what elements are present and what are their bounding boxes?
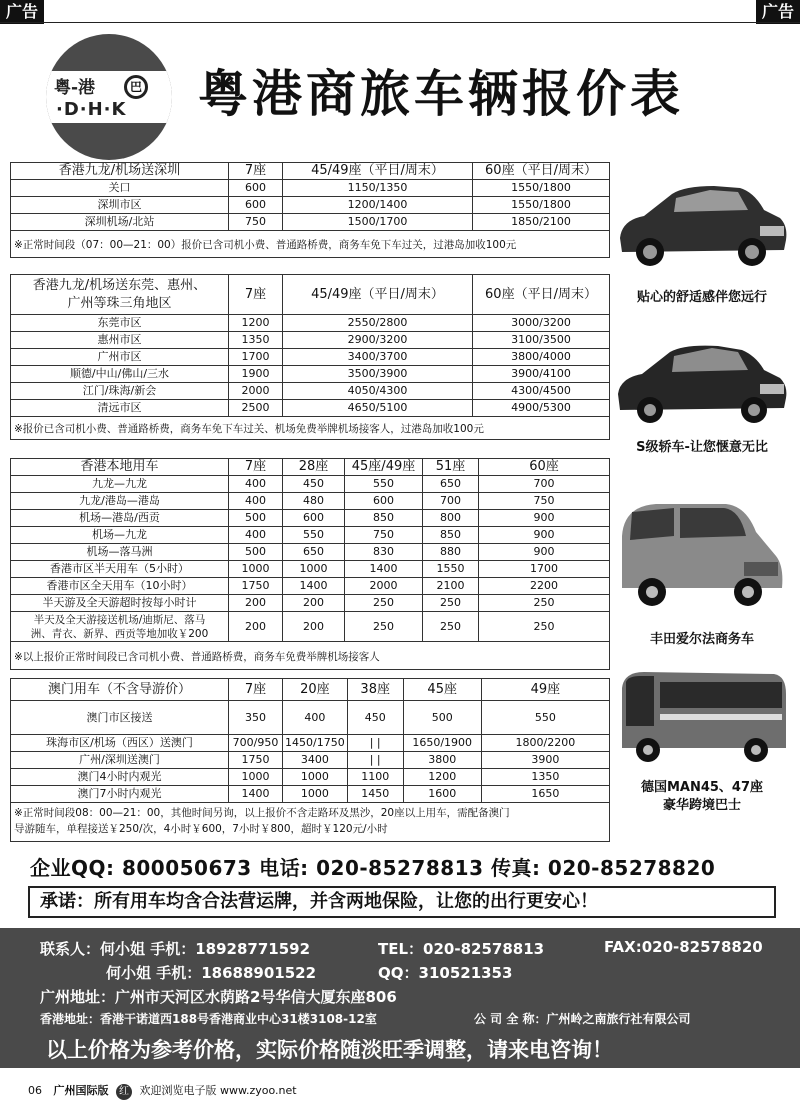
footer-hk-address: 香港地址：香港干诺道西188号香港商业中心31楼3108-12室 [40, 1012, 377, 1026]
t4-header-49: 49座 [481, 679, 609, 701]
cell: 900 [479, 544, 610, 561]
cell: 200 [283, 612, 345, 642]
t3-note: ※以上报价正常时间段已含司机小费、普通路桥费，商务车免费举牌机场接客人 [14, 651, 380, 663]
cell: 1400 [345, 561, 423, 578]
page-number: 06 [28, 1084, 42, 1097]
cell: 1100 [347, 769, 403, 786]
cell: 650 [283, 544, 345, 561]
publication-name: 广州国际版 [53, 1084, 109, 1097]
cell: 400 [283, 701, 348, 735]
top-divider [0, 22, 800, 23]
cell: 东莞市区 [11, 315, 229, 332]
dhk-logo [46, 34, 172, 160]
cell: 1500/1700 [283, 214, 473, 231]
cell: 900 [479, 527, 610, 544]
t4-note-2: 导游随车，单程接送￥250/次，4小时￥600，7小时￥800，超时￥120元/小时 [14, 823, 388, 835]
cell: 珠海市区/机场（西区）送澳门 [11, 735, 229, 752]
cell: 480 [283, 493, 345, 510]
cell: 830 [345, 544, 423, 561]
cell: 250 [479, 595, 610, 612]
t3-frame [10, 458, 610, 670]
t3-header-7: 7座 [229, 459, 283, 476]
car4-caption-2: 豪华跨境巴士 [662, 798, 741, 813]
cell: 江门/珠海/新会 [11, 383, 229, 400]
logo-symbol: 巴 [124, 75, 148, 99]
t4-header-route: 澳门用车（不含导游价） [11, 679, 229, 701]
cell: 1000 [229, 561, 283, 578]
cell: 600 [229, 180, 283, 197]
t2-frame [10, 274, 610, 440]
cell: 1600 [403, 786, 481, 803]
t1-header-60: 60座（平日/周末） [473, 163, 610, 180]
footer-contact-1: 联系人：何小姐 手机：18928771592 [40, 940, 311, 958]
t4-header-45: 45座 [403, 679, 481, 701]
cell: 1800/2200 [481, 735, 609, 752]
t1-header-route: 香港九龙/机场送深圳 [11, 163, 229, 180]
cell: 1200 [229, 315, 283, 332]
cell: 2000 [345, 578, 423, 595]
cell: 1550/1800 [473, 180, 610, 197]
logo-cn-text: 粤-港 [54, 78, 96, 98]
toyota-alphard-image [616, 496, 786, 614]
car1-caption: 贴心的舒适感伴您远行 [636, 290, 767, 305]
footer-fax: FAX:020-82578820 [604, 938, 763, 956]
footer-gz-address: 广州地址：广州市天河区水荫路2号华信大厦东座806 [40, 988, 397, 1006]
t4-header-20: 20座 [283, 679, 348, 701]
cell: 250 [423, 612, 479, 642]
cell: 650 [423, 476, 479, 493]
t4-note-1: ※正常时间段08：00—21：00，其他时间另询，以上报价不含走路环及黑沙，20座以上用车，需配备澳门 [14, 807, 510, 819]
cell: 500 [229, 510, 283, 527]
cell: 机场—港岛/西贡 [11, 510, 229, 527]
cell: 2000 [229, 383, 283, 400]
t1-header-7: 7座 [229, 163, 283, 180]
car4-caption-1: 德国MAN45、47座 [640, 780, 764, 795]
cell: 九龙—九龙 [11, 476, 229, 493]
cell: 澳门市区接送 [11, 701, 229, 735]
cell: 1000 [283, 561, 345, 578]
cell: 850 [345, 510, 423, 527]
cell: 550 [283, 527, 345, 544]
cell: 350 [229, 701, 283, 735]
t1-header-45: 45/49座（平日/周末） [283, 163, 473, 180]
cell: | | [347, 735, 403, 752]
t3-header-60: 60座 [479, 459, 610, 476]
cell: 450 [347, 701, 403, 735]
cell: 750 [229, 214, 283, 231]
footer-contact-2: 何小姐 手机：18688901522 [106, 964, 317, 982]
cell: 1700 [229, 349, 283, 366]
footer-company: 公 司 全 称：广州岭之南旅行社有限公司 [474, 1012, 691, 1026]
cell: 400 [229, 493, 283, 510]
man-coach-bus-image [614, 664, 790, 768]
cell: 4050/4300 [283, 383, 473, 400]
cell: 400 [229, 527, 283, 544]
cell: 机场—落马洲 [11, 544, 229, 561]
cell: 550 [481, 701, 609, 735]
cell: 1450 [347, 786, 403, 803]
cell: 香港市区半天用车（5小时） [11, 561, 229, 578]
cell: 香港市区全天用车（10小时） [11, 578, 229, 595]
cell: 2200 [479, 578, 610, 595]
cell: 1650 [481, 786, 609, 803]
t4-header-7: 7座 [229, 679, 283, 701]
t3-header-28: 28座 [283, 459, 345, 476]
cell: 600 [345, 493, 423, 510]
cell: | | [347, 752, 403, 769]
cell: 1750 [229, 752, 283, 769]
cell: 880 [423, 544, 479, 561]
car3-caption: 丰田爱尔法商务车 [649, 632, 754, 647]
cell: 1750 [229, 578, 283, 595]
cell: 1200 [403, 769, 481, 786]
cell: 1650/1900 [403, 735, 481, 752]
cell: 3800 [403, 752, 481, 769]
cell: 1350 [481, 769, 609, 786]
t4-header-38: 38座 [347, 679, 403, 701]
promise-banner: 承诺：所有用车均含合法营运牌，并含两地保险，让您的出行更安心！ [28, 886, 776, 918]
cell: 澳门7小时内观光 [11, 786, 229, 803]
footer-disclaimer: 以上价格为参考价格，实际价格随淡旺季调整，请来电咨询！ [46, 1038, 613, 1062]
cell: 1450/1750 [283, 735, 348, 752]
cell: 广州市区 [11, 349, 229, 366]
cell: 200 [283, 595, 345, 612]
t3-header-route: 香港本地用车 [11, 459, 229, 476]
cell: 1000 [283, 769, 348, 786]
cell: 1550 [423, 561, 479, 578]
cell: 400 [229, 476, 283, 493]
cell: 700/950 [229, 735, 283, 752]
t2-header-route-l2: 广州等珠三角地区 [67, 295, 172, 311]
cell: 4300/4500 [473, 383, 610, 400]
cell: 机场—九龙 [11, 527, 229, 544]
t3-last-l1: 半天及全天游接送机场/迪斯尼、落马 [33, 613, 206, 626]
cell: 3900 [481, 752, 609, 769]
t1-note: ※正常时间段（07：00—21：00）报价已含司机小费、普通路桥费，商务车免下车过关，过港岛加收100元 [14, 239, 517, 251]
cell: 深圳机场/北站 [11, 214, 229, 231]
cell: 2500 [229, 400, 283, 417]
cell: 清远市区 [11, 400, 229, 417]
cell: 2100 [423, 578, 479, 595]
cell: 1850/2100 [473, 214, 610, 231]
site-link[interactable]: 欢迎浏览电子版 www.zyoo.net [139, 1084, 297, 1097]
cell: 700 [423, 493, 479, 510]
cell: 850 [423, 527, 479, 544]
cell: 顺德/中山/佛山/三水 [11, 366, 229, 383]
cell: 750 [479, 493, 610, 510]
cell: 1150/1350 [283, 180, 473, 197]
cell: 600 [283, 510, 345, 527]
cell: 关口 [11, 180, 229, 197]
cell: 1400 [229, 786, 283, 803]
t3-header-45: 45座/49座 [345, 459, 423, 476]
cell: 1200/1400 [283, 197, 473, 214]
t2-note: ※报价已含司机小费、普通路桥费，商务车免下车过关、机场免费举牌机场接客人，过港岛加收100元 [14, 423, 484, 435]
cell: 500 [229, 544, 283, 561]
cell: 1550/1800 [473, 197, 610, 214]
ad-label-right: 广告 [756, 0, 800, 24]
cell: 1400 [283, 578, 345, 595]
pub-badge-icon: 红 [116, 1084, 132, 1100]
cell: 4650/5100 [283, 400, 473, 417]
ad-label-left: 广告 [0, 0, 44, 24]
cell: 200 [229, 595, 283, 612]
t2-header-60: 60座（平日/周末） [473, 275, 610, 315]
cell: 1700 [479, 561, 610, 578]
car2-caption: S级轿车-让您惬意无比 [636, 440, 768, 455]
cell: 500 [403, 701, 481, 735]
t3-last-l2: 洲、青衣、新界、西贡等地加收￥200 [30, 627, 209, 640]
footer-tel: TEL：020-82578813 [378, 940, 545, 958]
cell: 700 [479, 476, 610, 493]
cell: 3100/3500 [473, 332, 610, 349]
cell: 200 [229, 612, 283, 642]
cell: 550 [345, 476, 423, 493]
cell: 250 [479, 612, 610, 642]
cell: 3400 [283, 752, 348, 769]
t3-header-51: 51座 [423, 459, 479, 476]
footer-qq: QQ：310521353 [378, 964, 513, 982]
cell: 750 [345, 527, 423, 544]
page-footer [28, 1082, 297, 1100]
cell: 惠州市区 [11, 332, 229, 349]
cell: 600 [229, 197, 283, 214]
cell: 半天游及全天游超时按每小时计 [11, 595, 229, 612]
page-title: 粤港商旅车辆报价表 [198, 65, 684, 123]
cell: 450 [283, 476, 345, 493]
cell: 250 [345, 612, 423, 642]
cell: 九龙/港岛—港岛 [11, 493, 229, 510]
cell: 1900 [229, 366, 283, 383]
cell: 2550/2800 [283, 315, 473, 332]
cell: 3900/4100 [473, 366, 610, 383]
cell: 澳门4小时内观光 [11, 769, 229, 786]
cell: 900 [479, 510, 610, 527]
cell: 4900/5300 [473, 400, 610, 417]
cell: 800 [423, 510, 479, 527]
cell: 3800/4000 [473, 349, 610, 366]
cell: 250 [345, 595, 423, 612]
cell: 3400/3700 [283, 349, 473, 366]
t2-header-45: 45/49座（平日/周末） [283, 275, 473, 315]
contact-line: 企业QQ: 800050673 电话: 020-85278813 传真: 020-85278820 [30, 856, 716, 880]
logo-band [46, 68, 172, 126]
cell: 广州/深圳送澳门 [11, 752, 229, 769]
cell: 250 [423, 595, 479, 612]
sedan-car-image [614, 168, 790, 276]
t2-header-7: 7座 [229, 275, 283, 315]
cell: 1000 [229, 769, 283, 786]
cell: 深圳市区 [11, 197, 229, 214]
t2-header-route-l1: 香港九龙/机场送东莞、惠州、 [32, 277, 207, 293]
logo-en-text: ·D·H·K [56, 99, 127, 120]
cell: 3500/3900 [283, 366, 473, 383]
cell: 1350 [229, 332, 283, 349]
s-class-car-image [614, 334, 790, 430]
cell: 2900/3200 [283, 332, 473, 349]
cell: 3000/3200 [473, 315, 610, 332]
cell: 1000 [283, 786, 348, 803]
